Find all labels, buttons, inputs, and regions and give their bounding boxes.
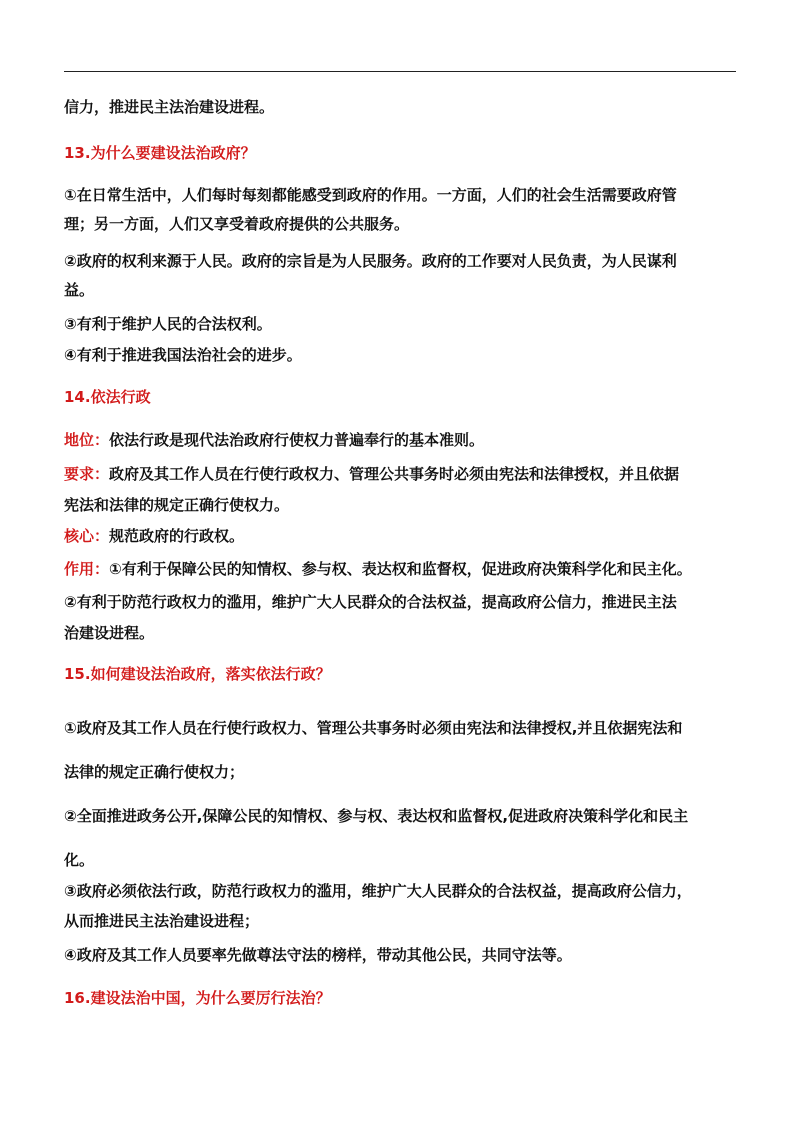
header-rule [64, 71, 736, 72]
position-line [64, 429, 754, 451]
text-line: ③政府必须依法行政，防范行政权力的滥用，维护广大人民群众的合法权益，提高政府公信力， [64, 882, 692, 900]
text-line: ②政府的权利来源于人民。政府的宗旨是为人民服务。政府的工作要对人民负责，为人民谋利 [64, 252, 677, 270]
requirement-text: 政府及其工作人员在行使行政权力、管理公共事务时必须由宪法和法律授权，并且依据 [109, 465, 680, 483]
text-line: 益。 [64, 281, 95, 299]
heading-15: 15.如何建设法治政府，落实依法行政？ [64, 665, 331, 683]
position-text: 依法行政是现代法治政府行使权力普遍奉行的基本准则。 [109, 431, 485, 449]
text-line: 理；另一方面，人们又享受着政府提供的公共服务。 [64, 215, 410, 233]
heading-13: 13.为什么要建设法治政府？ [64, 144, 256, 162]
text-line: 化。 [64, 851, 95, 869]
text-line: ④有利于推进我国法治社会的进步。 [64, 346, 302, 364]
text-line: 信力，推进民主法治建设进程。 [64, 98, 275, 116]
function-line [64, 558, 754, 580]
text-line: 治建设进程。 [64, 624, 155, 642]
text-line: ①在日常生活中，人们每时每刻都能感受到政府的作用。一方面，人们的社会生活需要政府管 [64, 186, 677, 204]
core-text: 规范政府的行政权。 [109, 527, 245, 545]
text-line: ②有利于防范行政权力的滥用，维护广大人民群众的合法权益，提高政府公信力，推进民主法 [64, 593, 677, 611]
heading-16: 16.建设法治中国，为什么要厉行法治？ [64, 989, 331, 1007]
text-line: ②全面推进政务公开,保障公民的知情权、参与权、表达权和监督权,促进政府决策科学化和民主 [64, 807, 689, 825]
text-line: ①政府及其工作人员在行使行政权力、管理公共事务时必须由宪法和法律授权,并且依据宪法和 [64, 719, 683, 737]
core-line [64, 525, 754, 547]
text-line: 宪法和法律的规定正确行使权力。 [64, 496, 290, 514]
label-core: 核心： [64, 527, 110, 545]
function-text: ①有利于保障公民的知情权、参与权、表达权和监督权，促进政府决策科学化和民主化。 [109, 560, 692, 578]
label-position: 地位： [64, 431, 110, 449]
heading-14: 14.依法行政 [64, 388, 151, 406]
label-function: 作用： [64, 560, 110, 578]
text-line: 法律的规定正确行使权力； [64, 763, 245, 781]
label-requirement: 要求： [64, 465, 110, 483]
requirement-line [64, 463, 754, 485]
text-line: 从而推进民主法治建设进程； [64, 912, 260, 930]
text-line: ④政府及其工作人员要率先做尊法守法的榜样，带动其他公民，共同守法等。 [64, 946, 572, 964]
text-line: ③有利于维护人民的合法权利。 [64, 315, 272, 333]
